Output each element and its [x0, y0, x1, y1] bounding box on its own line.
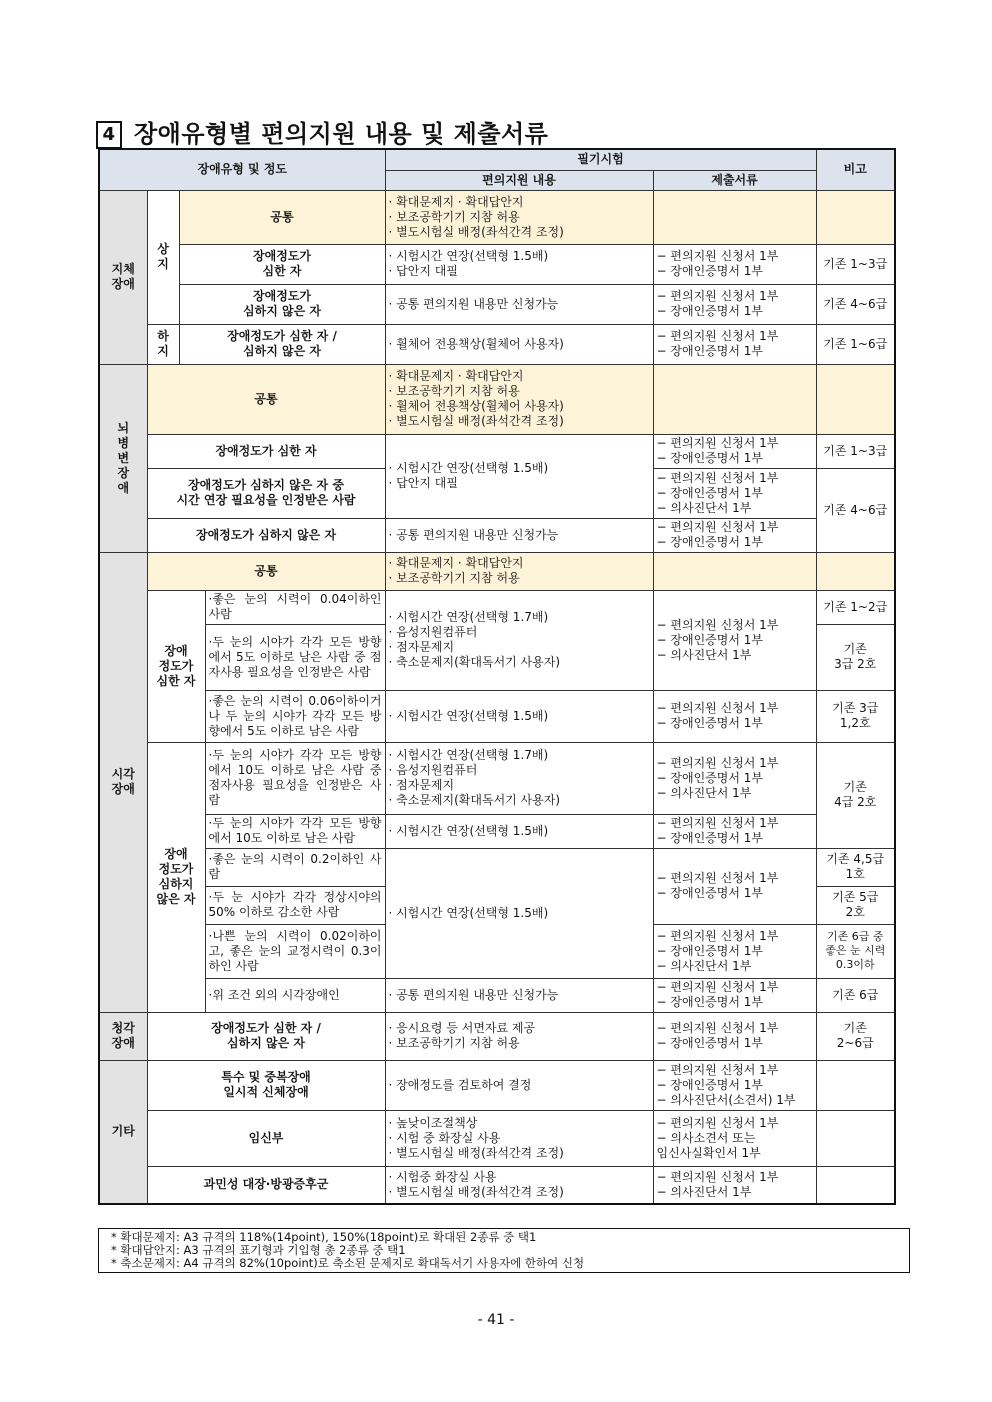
- brain-mild-label: 장애정도가 심하지 않은 자: [147, 518, 385, 552]
- visual-severe-note-2: 기존 3급 2호: [816, 624, 895, 690]
- visual-common-note: [816, 552, 895, 590]
- physical-severe-docs: − 편의지원 신청서 1부 − 장애인증명서 1부: [653, 244, 816, 284]
- brain-common-label: 공통: [147, 364, 385, 434]
- other-special-support: · 장애정도를 검토하여 결정: [385, 1060, 653, 1110]
- visual-common-support: · 확대문제지 · 확대답안지 · 보조공학기기 지참 허용: [385, 552, 653, 590]
- physical-common-docs: [653, 190, 816, 244]
- brain-severe-label: 장애정도가 심한 자: [147, 434, 385, 468]
- visual-severe-docs-1: − 편의지원 신청서 1부 − 장애인증명서 1부 − 의사진단서 1부: [653, 590, 816, 690]
- other-ibs-label: 과민성 대장·방광증후군: [147, 1166, 385, 1204]
- brain-extension-label: 장애정도가 심하지 않은 자 중 시간 연장 필요성을 인정받은 사람: [147, 468, 385, 518]
- physical-severe-label: 장애정도가 심한 자: [179, 244, 385, 284]
- brain-common-docs: [653, 364, 816, 434]
- physical-lower-label: 장애정도가 심한 자 / 심하지 않은 자: [179, 324, 385, 364]
- visual-severe-note-3: 기존 3급 1,2호: [816, 690, 895, 742]
- physical-mild-support: · 공통 편의지원 내용만 신청가능: [385, 284, 653, 324]
- physical-lower-support: · 휠체어 전용책상(휠체어 사용자): [385, 324, 653, 364]
- other-special-label: 특수 및 중복장애 일시적 신체장애: [147, 1060, 385, 1110]
- other-special-note: [816, 1060, 895, 1110]
- brain-mild-docs: − 편의지원 신청서 1부 − 장애인증명서 1부: [653, 518, 816, 552]
- visual-mild-support-1: · 시험시간 연장(선택형 1.7배) · 음성지원컴퓨터 · 점자문제지 · 축소문제지(확대독서기 사용자): [385, 742, 653, 814]
- other-ibs-support: · 시험중 화장실 사용 · 별도시험실 배정(좌석간격 조정): [385, 1166, 653, 1204]
- footnotes: [98, 1228, 910, 1273]
- visual-mild-label: 장애 정도가 심하지 않은 자: [147, 742, 205, 1012]
- visual-mild-note-3: 기존 4,5급 1호: [816, 848, 895, 886]
- visual-mild-docs-5: − 편의지원 신청서 1부 − 장애인증명서 1부 − 의사진단서 1부: [653, 924, 816, 978]
- other-pregnant-docs: − 편의지원 신청서 1부 − 의사소견서 또는 임신사실확인서 1부: [653, 1110, 816, 1166]
- physical-lower-limb: 하 지: [147, 324, 179, 364]
- visual-mild-cond-4: ·두 눈 시야가 각각 정상시야의 50% 이하로 감소한 사람: [205, 886, 385, 924]
- visual-mild-cond-6: ·위 조건 외의 시각장애인: [205, 978, 385, 1012]
- visual-severe-docs-3: − 편의지원 신청서 1부 − 장애인증명서 1부: [653, 690, 816, 742]
- other-pregnant-support: · 높낮이조절책상 · 시험 중 화장실 사용 · 별도시험실 배정(좌석간격 조정): [385, 1110, 653, 1166]
- visual-severe-note-1: 기존 1~2급: [816, 590, 895, 624]
- header-docs: 제출서류: [653, 170, 816, 190]
- physical-common-label: 공통: [179, 190, 385, 244]
- visual-mild-docs-6: − 편의지원 신청서 1부 − 장애인증명서 1부: [653, 978, 816, 1012]
- other-pregnant-label: 임신부: [147, 1110, 385, 1166]
- footnote-1: * 확대문제지: A3 규격의 118%(14point), 150%(18point)로 확대된 2종류 중 택1: [111, 1230, 537, 1244]
- header-support: 편의지원 내용: [385, 170, 653, 190]
- brain-mild-support: · 공통 편의지원 내용만 신청가능: [385, 518, 653, 552]
- category-brain: 뇌 병 변 장 애: [99, 364, 147, 552]
- section-title-text: 장애유형별 편의지원 내용 및 제출서류: [134, 120, 549, 148]
- visual-mild-note-6: 기존 6급: [816, 978, 895, 1012]
- visual-common-docs: [653, 552, 816, 590]
- visual-mild-cond-2: ·두 눈의 시야가 각각 모든 방향에서 10도 이하로 남은 사람: [205, 814, 385, 848]
- visual-mild-note-4: 기존 5급 2호: [816, 886, 895, 924]
- brain-extension-docs: − 편의지원 신청서 1부 − 장애인증명서 1부 − 의사진단서 1부: [653, 468, 816, 518]
- visual-mild-support-6: · 공통 편의지원 내용만 신청가능: [385, 978, 653, 1012]
- visual-mild-docs-1: − 편의지원 신청서 1부 − 장애인증명서 1부 − 의사진단서 1부: [653, 742, 816, 814]
- other-ibs-docs: − 편의지원 신청서 1부 − 의사진단서 1부: [653, 1166, 816, 1204]
- section-title: [96, 114, 548, 149]
- visual-mild-docs-34: − 편의지원 신청서 1부 − 장애인증명서 1부: [653, 848, 816, 924]
- brain-common-support: · 확대문제지 · 확대답안지 · 보조공학기기 지참 허용 · 휠체어 전용책상(휠체어 사용자) · 별도시험실 배정(좌석간격 조정): [385, 364, 653, 434]
- hearing-support: · 응시요령 등 서면자료 제공 · 보조공학기기 지참 허용: [385, 1012, 653, 1060]
- visual-mild-cond-1: ·두 눈의 시야가 각각 모든 방향에서 10도 이하로 남은 사람 중 점자사용 필요성을 인정받은 사람: [205, 742, 385, 814]
- other-special-docs: − 편의지원 신청서 1부 − 장애인증명서 1부 − 의사진단서(소견서) 1부: [653, 1060, 816, 1110]
- other-pregnant-note: [816, 1110, 895, 1166]
- section-number: 4: [96, 121, 122, 149]
- page-number: - 41 -: [477, 1312, 515, 1328]
- physical-mild-label: 장애정도가 심하지 않은 자: [179, 284, 385, 324]
- brain-severe-note: 기존 1~3급: [816, 434, 895, 468]
- physical-lower-note: 기존 1~6급: [816, 324, 895, 364]
- visual-mild-note-5: 기존 6급 중 좋은 눈 시력 0.3이하: [816, 924, 895, 978]
- visual-severe-support-1: · 시험시간 연장(선택형 1.7배) · 음성지원컴퓨터 · 점자문제지 · 축소문제지(확대독서기 사용자): [385, 590, 653, 690]
- header-exam: 필기시험: [385, 149, 816, 170]
- physical-common-support: · 확대문제지 · 확대답안지 · 보조공학기기 지참 허용 · 별도시험실 배정(좌석간격 조정): [385, 190, 653, 244]
- brain-severe-docs: − 편의지원 신청서 1부 − 장애인증명서 1부: [653, 434, 816, 468]
- visual-severe-support-3: · 시험시간 연장(선택형 1.5배): [385, 690, 653, 742]
- visual-mild-support-345: · 시험시간 연장(선택형 1.5배): [385, 848, 653, 978]
- visual-common-label: 공통: [147, 552, 385, 590]
- footnote-2: * 확대답안지: A3 규격의 표기형과 기입형 총 2종류 중 택1: [111, 1243, 406, 1257]
- physical-severe-support: · 시험시간 연장(선택형 1.5배) · 답안지 대필: [385, 244, 653, 284]
- visual-mild-cond-3: ·좋은 눈의 시력이 0.2이하인 사람: [205, 848, 385, 886]
- category-visual: 시각 장애: [99, 552, 147, 1012]
- category-physical: 지체 장애: [99, 190, 147, 364]
- physical-mild-docs: − 편의지원 신청서 1부 − 장애인증명서 1부: [653, 284, 816, 324]
- visual-mild-docs-2: − 편의지원 신청서 1부 − 장애인증명서 1부: [653, 814, 816, 848]
- visual-mild-note-12: 기존 4급 2호: [816, 742, 895, 848]
- physical-mild-note: 기존 4~6급: [816, 284, 895, 324]
- header-note: 비고: [816, 149, 895, 190]
- visual-severe-cond-3: ·좋은 눈의 시력이 0.06이하이거나 두 눈의 시야가 각각 모든 방향에서 5도 이하로 남은 사람: [205, 690, 385, 742]
- brain-shared-support: · 시험시간 연장(선택형 1.5배) · 답안지 대필: [385, 434, 653, 518]
- brain-common-note: [816, 364, 895, 434]
- physical-common-note: [816, 190, 895, 244]
- visual-severe-cond-1: ·좋은 눈의 시력이 0.04이하인 사람: [205, 590, 385, 624]
- physical-upper-limb: 상 지: [147, 190, 179, 324]
- visual-severe-cond-2: ·두 눈의 시야가 각각 모든 방향에서 5도 이하로 남은 사람 중 점자사용 필요성을 인정받은 사람: [205, 624, 385, 690]
- visual-mild-cond-5: ·나쁜 눈의 시력이 0.02이하이고, 좋은 눈의 교정시력이 0.3이하인 사람: [205, 924, 385, 978]
- support-table: [98, 148, 896, 1205]
- physical-severe-note: 기존 1~3급: [816, 244, 895, 284]
- physical-lower-docs: − 편의지원 신청서 1부 − 장애인증명서 1부: [653, 324, 816, 364]
- brain-mild-note: 기존 4~6급: [816, 468, 895, 552]
- category-hearing: 청각 장애: [99, 1012, 147, 1060]
- other-ibs-note: [816, 1166, 895, 1204]
- footnote-3: * 축소문제지: A4 규격의 82%(10point)로 축소된 문제지로 확대독서기 사용자에 한하여 신청: [111, 1256, 585, 1270]
- header-type: 장애유형 및 정도: [99, 149, 385, 190]
- hearing-note: 기존 2~6급: [816, 1012, 895, 1060]
- visual-severe-label: 장애 정도가 심한 자: [147, 590, 205, 742]
- hearing-label: 장애정도가 심한 자 / 심하지 않은 자: [147, 1012, 385, 1060]
- category-other: 기타: [99, 1060, 147, 1204]
- hearing-docs: − 편의지원 신청서 1부 − 장애인증명서 1부: [653, 1012, 816, 1060]
- visual-mild-support-2: · 시험시간 연장(선택형 1.5배): [385, 814, 653, 848]
